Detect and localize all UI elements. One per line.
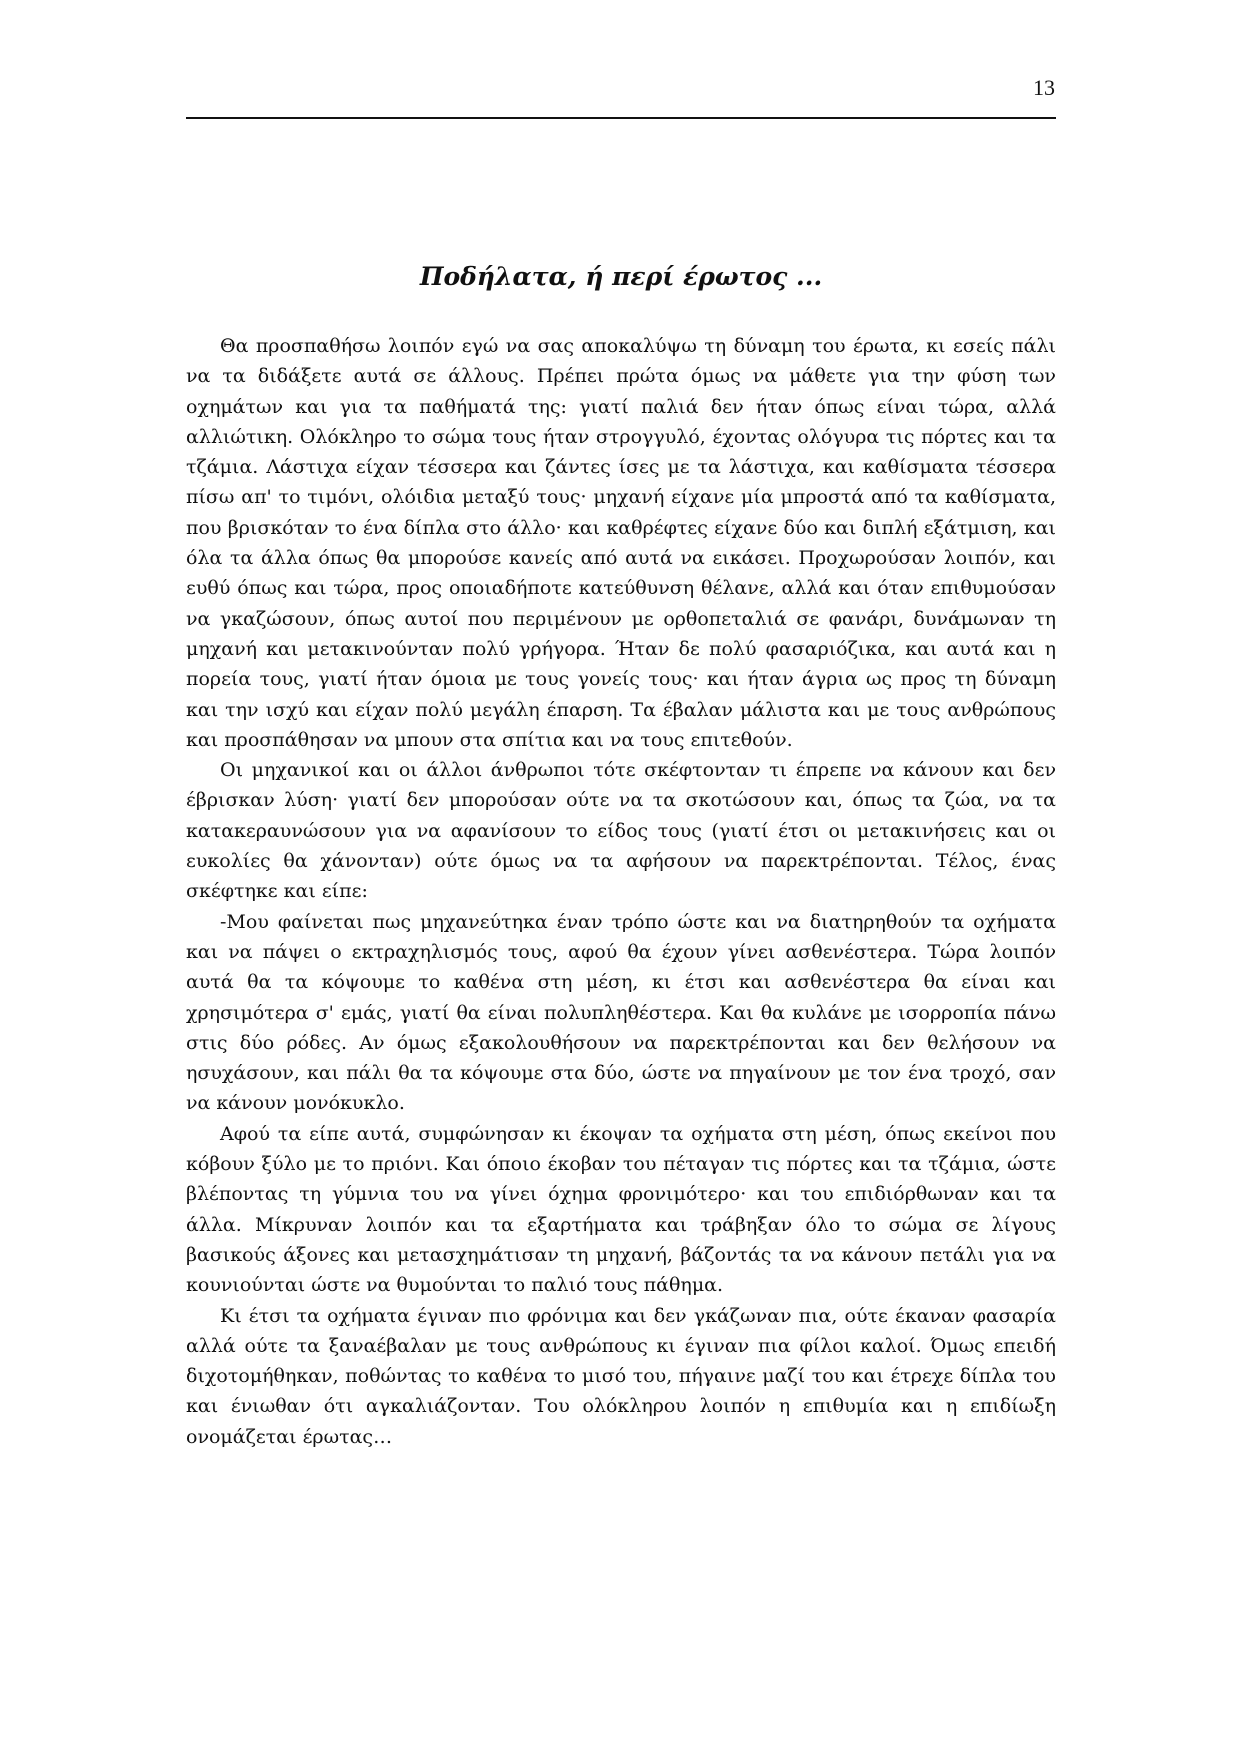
header-rule bbox=[186, 117, 1056, 119]
paragraph: Κι έτσι τα οχήματα έγιναν πιο φρόνιμα και δεν γκάζωναν πια, ούτε έκαναν φασαρία αλλά ούτε τα ξαναέβαλαν με τους ανθρώπους κι έγιναν πια φίλοι καλοί. Όμως επειδή διχοτομήθηκαν, ποθώντας το καθένα το μισό του, πήγαινε μαζί του και έτρεχε δίπλα του και ένιωθαν ότι αγκαλιάζονταν. Του ολόκληρου λοιπόν η επιθυμία και η επιδίωξη ονομάζεται έρωτας… bbox=[186, 1304, 1056, 1448]
paragraph: Οι μηχανικοί και οι άλλοι άνθρωποι τότε σκέφτονταν τι έπρεπε να κάνουν και δεν έβρισκαν λύση· γιατί δεν μπορούσαν ούτε να τα σκοτώσουν και, όπως τα ζώα, να τα κατακεραυνώσουν για να αφανίσουν το είδος τους (γιατί έτσι οι μετακινήσεις και οι ευκολίες θα χάνονταν) ούτε όμως να τα αφήσουν να παρεκτρέπονται. Τέλος, ένας σκέφτηκε και είπε: bbox=[186, 759, 1056, 903]
chapter-title: Ποδήλατα, ή περί έρωτος ... bbox=[419, 262, 823, 291]
paragraph: Θα προσπαθήσω λοιπόν εγώ να σας αποκαλύψω τη δύναμη του έρωτα, κι εσείς πάλι να τα διδάξετε αυτά σε άλλους. Πρέπει πρώτα όμως να μάθετε για την φύση των οχημάτων και για τα παθήματά της: γιατί παλιά δεν ήταν όπως είναι τώρα, αλλά αλλιώτικη. Ολόκληρο το σώμα τους ήταν στρογγυλό, έχοντας ολόγυρα τις πόρτες και τα τζάμια. Λάστιχα είχαν τέσσερα και ζάντες ίσες με τα λάστιχα, και καθίσματα τέσσερα πίσω απ' το τιμόνι, ολόιδια μεταξύ τους· μηχανή είχανε μία μπροστά από τα καθίσματα, που βρισκόταν το ένα δίπλα στο άλλο· και καθρέφτες είχανε δύο και διπλή εξάτμιση, και όλα τα άλλα όπως θα μπορούσε κανείς από αυτά να εικάσει. Προχωρούσαν λοιπόν, και ευθύ όπως και τώρα, προς οποιαδήποτε κατεύθυνση θέλανε, αλλά και όταν επιθυμούσαν να γκαζώσουν, όπως αυτοί που περιμένουν με ορθοπεταλιά σε φανάρι, δυνάμωναν τη μηχανή και μετακινούνταν πολύ γρήγορα. Ήταν δε πολύ φασαριόζικα, και αυτά και η πορεία τους, γιατί ήταν όμοια με τους γονείς τους· και ήταν άγρια ως προς τη δύναμη και την ισχύ και είχαν πολύ μεγάλη έπαρση. Τα έβαλαν μάλιστα και με τους ανθρώπους και προσπάθησαν να μπουν στα σπίτια και να τους επιτεθούν. bbox=[186, 335, 1056, 751]
body-text bbox=[186, 331, 1056, 1452]
page-number: 13 bbox=[1033, 75, 1055, 100]
paragraph: -Μου φαίνεται πως μηχανεύτηκα έναν τρόπο ώστε και να διατηρηθούν τα οχήματα και να πάψει ο εκτραχηλισμός τους, αφού θα έχουν γίνει ασθενέστερα. Τώρα λοιπόν αυτά θα τα κόψουμε το καθένα στη μέση, κι έτσι και ασθενέστερα θα είναι και χρησιμότερα σ' εμάς, γιατί θα είναι πολυπληθέστερα. Και θα κυλάνε με ισορροπία πάνω στις δύο ρόδες. Αν όμως εξακολουθήσουν να παρεκτρέπονται και δεν θελήσουν να ησυχάσουν, και πάλι θα τα κόψουμε στα δύο, ώστε να πηγαίνουν με τον ένα τροχό, σαν να κάνουν μονόκυκλο. bbox=[186, 910, 1056, 1115]
paragraph: Αφού τα είπε αυτά, συμφώνησαν κι έκοψαν τα οχήματα στη μέση, όπως εκείνοι που κόβουν ξύλο με το πριόνι. Και όποιο έκοβαν του πέταγαν τις πόρτες και τα τζάμια, ώστε βλέποντας τη γύμνια του να γίνει όχημα φρονιμότερο· και του επιδιόρθωναν και τα άλλα. Μίκρυναν λοιπόν και τα εξαρτήματα και τράβηξαν όλο το σώμα σε λίγους βασικούς άξονες και μετασχημάτισαν τη μηχανή, βάζοντάς τα να κάνουν πετάλι για να κουνιούνται ώστε να θυμούνται το παλιό τους πάθημα. bbox=[186, 1122, 1056, 1297]
